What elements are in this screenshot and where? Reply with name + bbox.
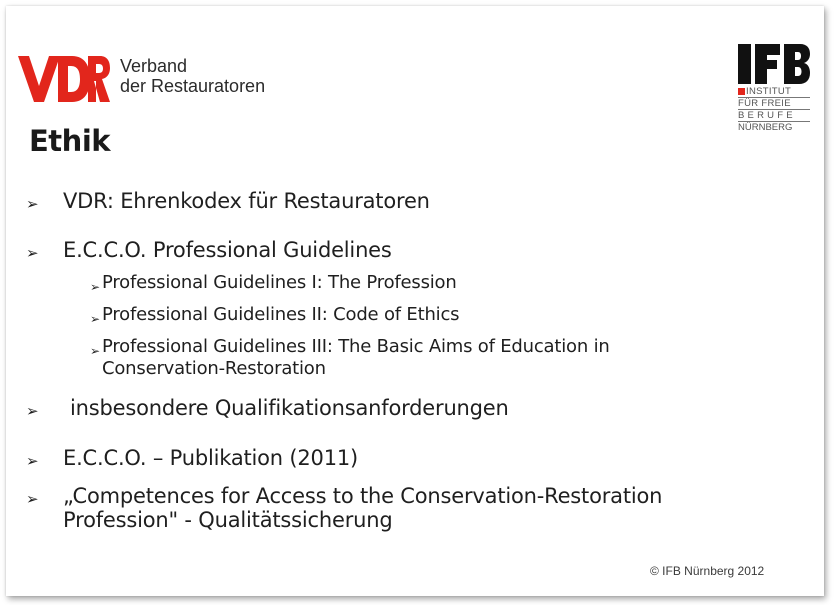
ifb-logo [738,44,810,133]
sub-bullet-continuation [90,358,326,380]
bullet-item [26,396,509,420]
bullet-text: E.C.C.O. – Publikation (2011) [63,446,359,470]
bullet-continuation [26,508,392,532]
bullet-item [26,189,430,213]
bullet-text: Professional Guidelines III: The Basic Aims of Education in [102,336,610,357]
bullet-item [26,238,392,262]
org-name-line1: Verband [120,56,188,76]
ifb-subtitle [738,86,810,133]
ifb-mark [738,44,810,84]
slide-title: Ethik [29,124,111,158]
copyright-footer: © IFB Nürnberg 2012 [650,564,765,578]
bullet-text: VDR: Ehrenkodex für Restauratoren [63,189,430,213]
arrow-bullet-icon: ➢ [26,490,39,508]
ifb-line-2: FÜR FREIE [738,98,810,110]
arrow-bullet-icon: ➢ [90,280,100,294]
arrow-bullet-icon: ➢ [26,195,39,213]
bullet-text: „Competences for Access to the Conservation-Restoration [63,484,663,508]
bullet-text: Conservation-Restoration [102,358,326,379]
arrow-bullet-icon: ➢ [90,312,100,326]
bullet-text: Professional Guidelines II: Code of Ethics [102,304,460,325]
sub-bullet-item [90,336,610,358]
bullet-item [26,446,358,470]
bullet-text: Professional Guidelines I: The Profession [102,272,457,293]
bullet-text: Profession" - Qualitätssicherung [63,508,393,532]
ifb-line-1: INSTITUT [738,86,810,98]
org-name [120,56,265,96]
sub-bullet-item [90,304,459,326]
arrow-bullet-icon: ➢ [26,452,39,470]
bullet-item [26,484,662,508]
sub-bullet-item [90,272,457,294]
arrow-bullet-icon: ➢ [26,402,39,420]
ifb-line-3: BERUFE [738,110,810,122]
vdr-logo [18,56,110,102]
arrow-bullet-icon: ➢ [90,344,100,358]
org-name-line2: der Restauratoren [120,76,266,96]
bullet-text: insbesondere Qualifikationsanforderungen [70,396,509,420]
bullet-text: E.C.C.O. Professional Guidelines [63,238,392,262]
ifb-line-4: NÜRNBERG [738,122,793,133]
slide [6,6,824,596]
arrow-bullet-icon: ➢ [26,244,39,262]
